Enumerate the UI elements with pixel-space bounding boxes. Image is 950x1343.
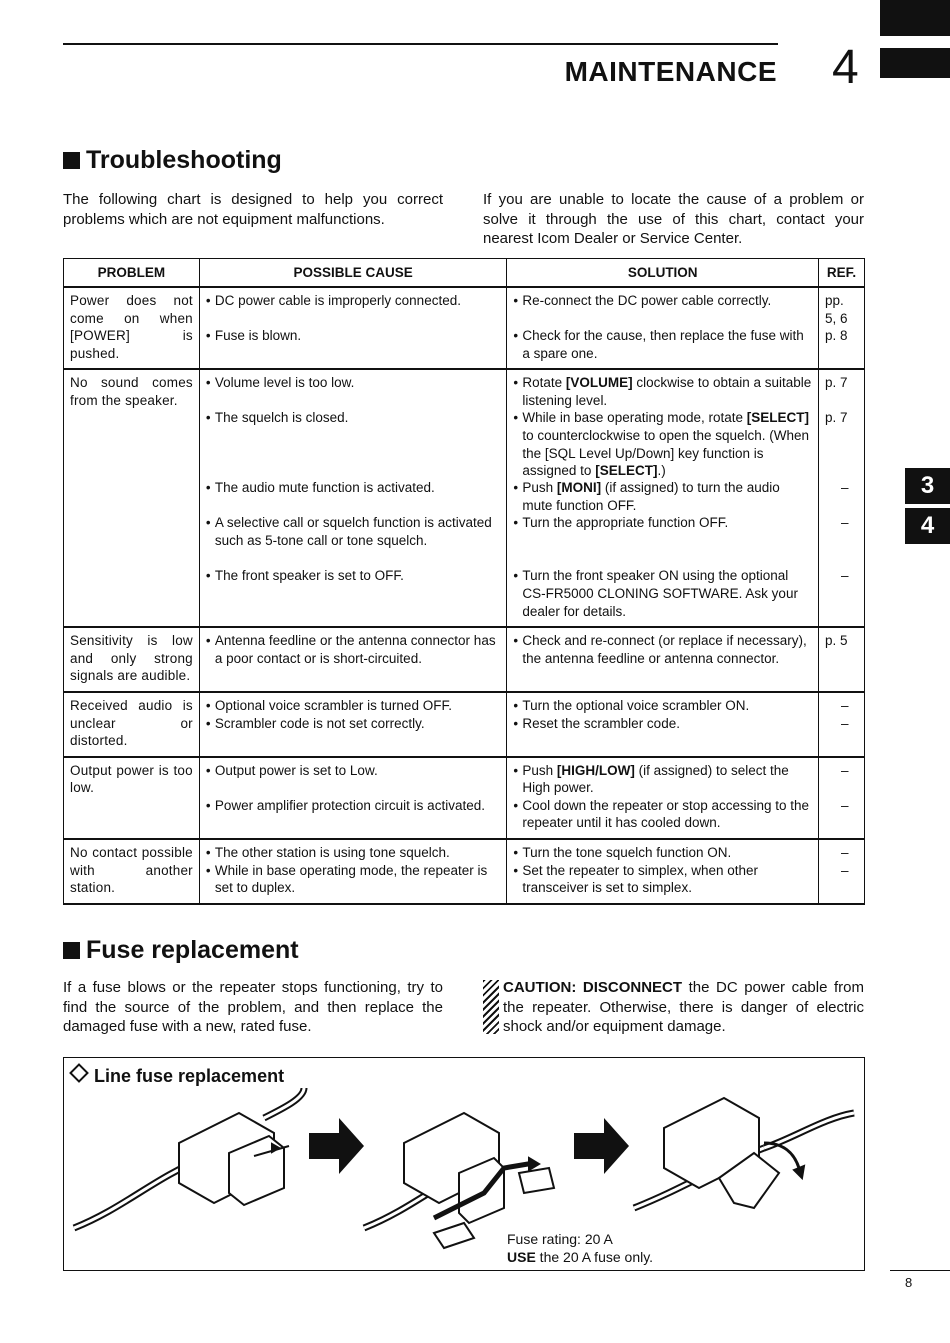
ref-item: p. 7 xyxy=(824,375,848,391)
ref-cell xyxy=(818,287,864,369)
solution-item: • Check and re-connect (or replace if necessary), the antenna feedline or antenna connector. xyxy=(513,632,812,667)
solution-item: • Cool down the repeater or stop accessing to the repeater until it has cooled down. xyxy=(513,797,812,832)
cause-cell xyxy=(199,287,507,369)
col-problem: PROBLEM xyxy=(64,259,200,288)
problem-cell: No contact possible with another station. xyxy=(64,839,200,904)
fuse-holder-closing-illustration xyxy=(634,1098,854,1208)
solution-cell xyxy=(507,287,819,369)
table-row xyxy=(64,692,865,757)
square-bullet-icon xyxy=(63,152,80,169)
table-row xyxy=(64,839,865,904)
solution-cell xyxy=(507,692,819,757)
troubleshooting-title: Troubleshooting xyxy=(86,146,282,174)
arrow-right-icon xyxy=(574,1118,629,1174)
table-row xyxy=(64,369,865,627)
solution-cell xyxy=(507,369,819,627)
ref-item: – xyxy=(840,480,849,496)
table-row xyxy=(64,757,865,839)
caution-hatch-icon xyxy=(483,980,499,1034)
col-possible-cause: POSSIBLE CAUSE xyxy=(199,259,507,288)
cause-item: • Scrambler code is not set correctly. xyxy=(206,715,501,733)
cause-cell xyxy=(199,692,507,757)
solution-item: • Turn the appropriate function OFF. xyxy=(513,514,812,567)
solution-item: • Turn the front speaker ON using the optional CS-FR5000 CLONING SOFTWARE. Ask your dealer for details. xyxy=(513,567,812,620)
cause-item: • A selective call or squelch function is activated such as 5-tone call or tone squelch. xyxy=(206,514,501,567)
side-tab-3[interactable]: 3 xyxy=(905,468,950,504)
corner-tab-top xyxy=(880,0,950,36)
fuse-illustration xyxy=(64,1058,864,1270)
figure-title: Line fuse replacement xyxy=(72,1066,284,1087)
solution-item: • Reset the scrambler code. xyxy=(513,715,812,733)
solution-item: • Check for the cause, then replace the fuse with a spare one. xyxy=(513,327,812,362)
fuse-holder-open-illustration xyxy=(364,1113,554,1248)
ref-item: pp. 5, 6 xyxy=(824,293,848,326)
fuse-rating-note xyxy=(507,1230,653,1266)
cause-item: • Volume level is too low. xyxy=(206,374,501,409)
problem-cell: No sound comes from the speaker. xyxy=(64,369,200,627)
fuse-heading xyxy=(63,936,299,965)
solution-item: • Set the repeater to simplex, when other transceiver is set to simplex. xyxy=(513,862,812,897)
cause-cell xyxy=(199,839,507,904)
ref-item: – xyxy=(840,715,849,731)
ref-item: – xyxy=(840,862,849,878)
solution-item: • Turn the optional voice scrambler ON. xyxy=(513,697,812,715)
chapter-title: MAINTENANCE xyxy=(564,56,777,87)
troubleshooting-heading xyxy=(63,146,282,175)
ref-cell xyxy=(818,839,864,904)
solution-item: • Turn the tone squelch function ON. xyxy=(513,844,812,862)
ref-item: – xyxy=(840,797,849,813)
line-fuse-figure xyxy=(63,1057,865,1271)
troubleshooting-intro-right: If you are unable to locate the cause of a problem or solve it through the use of this chart, contact your nearest Icom Dealer or Service Center. xyxy=(483,191,864,247)
table-row xyxy=(64,287,865,369)
col-solution: SOLUTION xyxy=(507,259,819,288)
fuse-use-text: USE the 20 A fuse only. xyxy=(507,1249,654,1265)
fuse-intro: If a fuse blows or the repeater stops functioning, try to find the source of the problem, and then replace the damaged fuse with a new, rated fuse. xyxy=(63,979,443,1035)
ref-cell xyxy=(818,757,864,839)
table-header-row xyxy=(64,259,865,288)
cause-cell xyxy=(199,627,507,692)
cause-item: • Fuse is blown. xyxy=(206,327,501,345)
col-ref: REF. xyxy=(818,259,864,288)
fuse-title: Fuse replacement xyxy=(86,936,299,964)
square-bullet-icon xyxy=(63,942,80,959)
ref-item: – xyxy=(840,568,849,584)
ref-item: p. 5 xyxy=(824,633,848,649)
solution-item: • While in base operating mode, rotate [SELECT] to counterclockwise to open the squelch. (When the [SQL Level Up/Down] key function is assigned to [SELECT].) xyxy=(513,409,812,479)
ref-item: p. 8 xyxy=(824,328,848,343)
cause-item: • DC power cable is improperly connected. xyxy=(206,292,501,327)
solution-item: • Re-connect the DC power cable correctly. xyxy=(513,292,812,327)
solution-cell xyxy=(507,839,819,904)
solution-cell xyxy=(507,627,819,692)
header-rule xyxy=(63,43,778,45)
chapter-number: 4 xyxy=(832,41,859,94)
cause-item: • The other station is using tone squelch. xyxy=(206,844,501,862)
cause-item: • Antenna feedline or the antenna connector has a poor contact or is short-circuited. xyxy=(206,632,501,667)
ref-item: – xyxy=(840,515,849,531)
ref-item: – xyxy=(840,697,849,713)
solution-item: • Push [HIGH/LOW] (if assigned) to select the High power. xyxy=(513,762,812,797)
solution-cell xyxy=(507,757,819,839)
troubleshooting-intro-left: The following chart is designed to help you correct problems which are not equipment malfunctions. xyxy=(63,191,443,228)
problem-cell: Sensitivity is low and only strong signals are audible. xyxy=(64,627,200,692)
cause-item: • The audio mute function is activated. xyxy=(206,479,501,514)
problem-cell: Power does not come on when [POWER] is pushed. xyxy=(64,287,200,369)
solution-item: • Rotate [VOLUME] clockwise to obtain a suitable listening level. xyxy=(513,374,812,409)
fuse-rating-text: Fuse rating: 20 A xyxy=(507,1231,613,1247)
ref-cell xyxy=(818,369,864,627)
troubleshooting-table xyxy=(63,258,865,905)
page-number-rule xyxy=(890,1270,950,1271)
cause-cell xyxy=(199,757,507,839)
corner-tab-bottom xyxy=(880,48,950,78)
problem-cell: Output power is too low. xyxy=(64,757,200,839)
cause-item: • Power amplifier protection circuit is activated. xyxy=(206,797,501,815)
solution-item: • Push [MONI] (if assigned) to turn the audio mute function OFF. xyxy=(513,479,812,514)
ref-item: – xyxy=(840,762,849,778)
side-tab-4[interactable]: 4 xyxy=(905,508,950,544)
cause-item: • While in base operating mode, the repeater is set to duplex. xyxy=(206,862,501,897)
ref-cell xyxy=(818,692,864,757)
page-number: 8 xyxy=(905,1275,913,1290)
caution-text: CAUTION: DISCONNECT the DC power cable from the repeater. Otherwise, there is danger of electric shock and/or equipment damage. xyxy=(503,979,864,1035)
table-row xyxy=(64,627,865,692)
cause-item: • Output power is set to Low. xyxy=(206,762,501,797)
problem-cell: Received audio is unclear or distorted. xyxy=(64,692,200,757)
ref-item: – xyxy=(840,844,849,860)
cause-cell xyxy=(199,369,507,627)
cause-item: • The squelch is closed. xyxy=(206,409,501,479)
ref-item: p. 7 xyxy=(824,410,848,426)
cause-item: • Optional voice scrambler is turned OFF. xyxy=(206,697,501,715)
ref-cell xyxy=(818,627,864,692)
fuse-holder-closed-illustration xyxy=(74,1088,304,1228)
cause-item: • The front speaker is set to OFF. xyxy=(206,567,501,585)
arrow-right-icon xyxy=(309,1118,364,1174)
